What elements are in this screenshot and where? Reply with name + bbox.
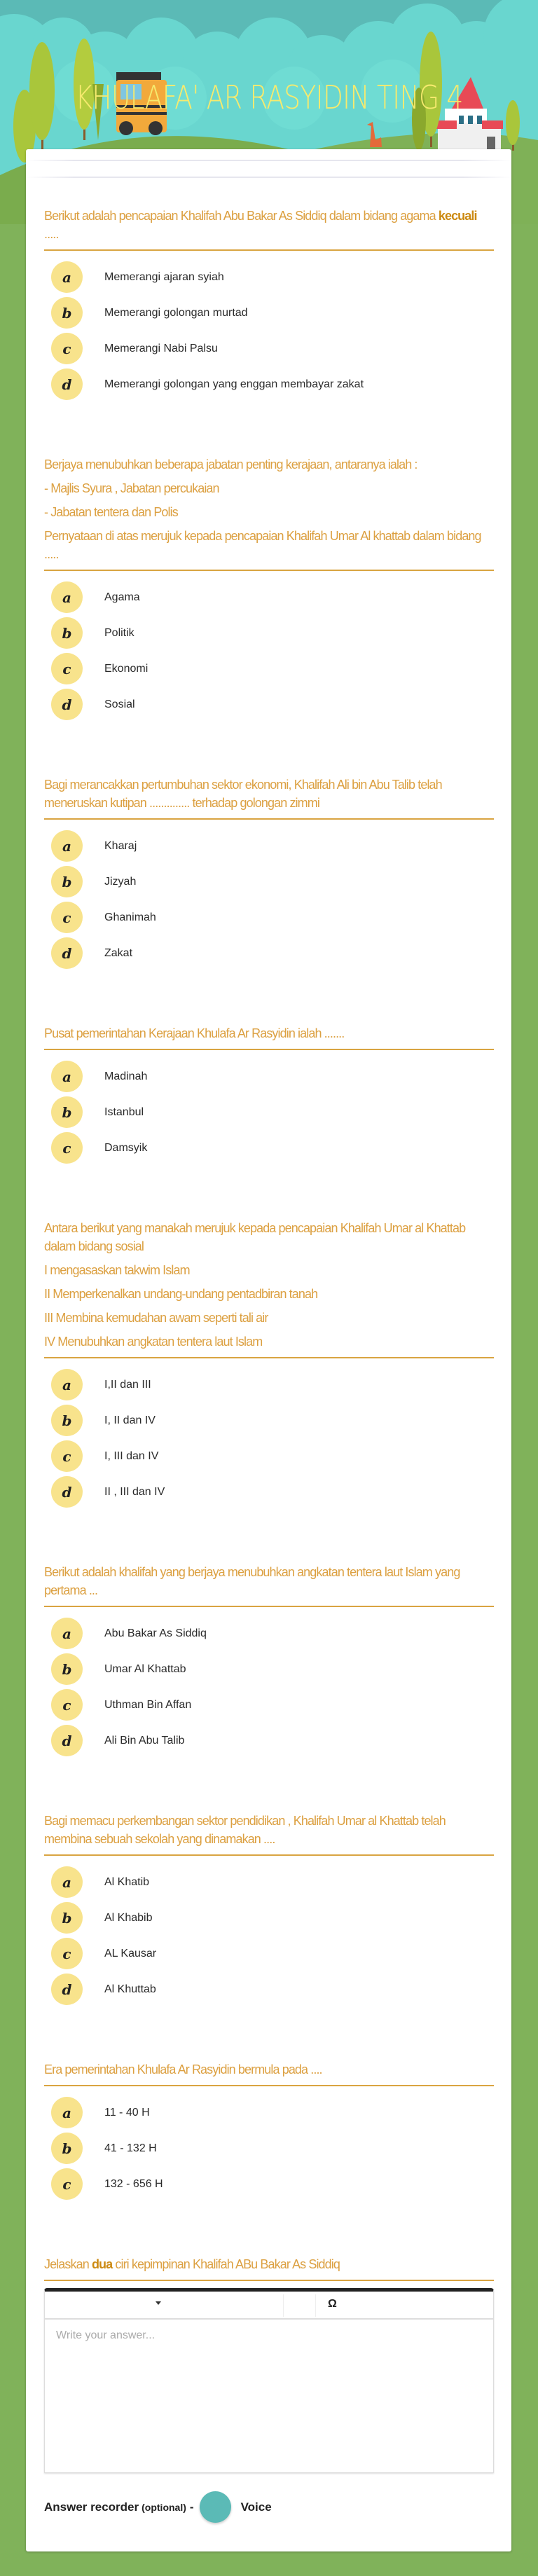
question-text-segment: ciri kepimpinan Khalifah ABu Bakar As Siddiq — [112, 2257, 340, 2271]
option-label: Politik — [104, 626, 134, 639]
option-label: Al Khabib — [104, 1911, 153, 1924]
option-letter-badge: d — [51, 937, 83, 969]
question-5 — [44, 1219, 494, 1510]
option-label: 41 - 132 H — [104, 2142, 157, 2154]
answer-option-c[interactable] — [44, 900, 494, 935]
option-label: II , III dan IV — [104, 1485, 165, 1498]
answer-option-d[interactable] — [44, 1723, 494, 1758]
special-character-button[interactable]: Ω — [328, 2298, 337, 2310]
answer-option-d[interactable] — [44, 1971, 494, 2007]
answer-option-d[interactable] — [44, 687, 494, 722]
option-letter-badge: c — [51, 1132, 83, 1164]
question-paragraph — [44, 1309, 494, 1327]
option-letter-badge: b — [51, 617, 83, 649]
option-letter-badge: a — [51, 1618, 83, 1649]
answer-input[interactable] — [45, 2320, 493, 2472]
option-label: Damsyik — [104, 1141, 148, 1154]
divider — [26, 160, 511, 161]
toolbar-divider — [283, 2294, 284, 2317]
answer-option-c[interactable] — [44, 331, 494, 366]
question-paragraph — [44, 1332, 494, 1351]
option-letter-badge: a — [51, 1866, 83, 1898]
option-letter-badge: b — [51, 1902, 83, 1934]
answer-option-a[interactable] — [44, 1864, 494, 1900]
question-text-segment: Antara berikut yang manakah merujuk kepada pencapaian Khalifah Umar al Khattab dalam bidang sosial — [44, 1221, 466, 1253]
option-letter-badge: c — [51, 333, 83, 364]
option-label: I, II dan IV — [104, 1414, 156, 1426]
question-text-segment: Era pemerintahan Khulafa Ar Rasyidin bermula pada .... — [44, 2062, 322, 2076]
answer-option-b[interactable] — [44, 2130, 494, 2166]
question-text — [44, 2255, 494, 2281]
answer-option-b[interactable] — [44, 864, 494, 900]
question-text-segment: ..... — [44, 227, 59, 241]
answer-options — [44, 2095, 494, 2202]
option-letter-badge: b — [51, 297, 83, 329]
question-paragraph — [44, 1024, 494, 1042]
option-label: Madinah — [104, 1070, 148, 1082]
option-label: Agama — [104, 591, 140, 603]
question-text — [44, 1024, 494, 1050]
answer-recorder — [44, 2491, 494, 2523]
question-3 — [44, 776, 494, 971]
option-label: Uthman Bin Affan — [104, 1698, 192, 1711]
option-letter-badge: d — [51, 369, 83, 400]
toolbar-divider — [315, 2294, 316, 2317]
question-paragraph — [44, 527, 494, 563]
question-8 — [44, 2060, 494, 2202]
question-paragraph — [44, 1285, 494, 1303]
question-text-segment: I mengasaskan takwim Islam — [44, 1263, 190, 1277]
question-list — [44, 207, 494, 2576]
option-letter-badge: d — [51, 1725, 83, 1756]
answer-option-b[interactable] — [44, 1094, 494, 1130]
option-letter-badge: a — [51, 1061, 83, 1092]
question-4 — [44, 1024, 494, 1166]
rich-text-editor — [44, 2288, 494, 2473]
option-letter-badge: a — [51, 581, 83, 613]
question-text — [44, 2060, 494, 2086]
option-label: Zakat — [104, 946, 133, 959]
question-6 — [44, 1563, 494, 1758]
answer-options — [44, 259, 494, 402]
question-text — [44, 1219, 494, 1358]
option-letter-badge: d — [51, 1476, 83, 1508]
question-paragraph — [44, 455, 494, 474]
option-letter-badge: b — [51, 2133, 83, 2164]
option-letter-badge: c — [51, 2168, 83, 2200]
question-text — [44, 776, 494, 820]
option-label: Memerangi ajaran syiah — [104, 270, 224, 283]
answer-option-b[interactable] — [44, 295, 494, 331]
answer-option-c[interactable] — [44, 1687, 494, 1723]
divider — [26, 177, 511, 178]
answer-option-a[interactable] — [44, 1059, 494, 1094]
option-letter-badge: c — [51, 1440, 83, 1472]
question-emphasis: dua — [91, 2257, 113, 2271]
option-label: 11 - 40 H — [104, 2106, 150, 2119]
option-label: I, III dan IV — [104, 1449, 159, 1462]
answer-option-b[interactable] — [44, 615, 494, 651]
question-text — [44, 207, 494, 251]
answer-option-c[interactable] — [44, 651, 494, 687]
option-label: I,II dan III — [104, 1378, 151, 1391]
question-text-segment: Bagi memacu perkembangan sektor pendidikan , Khalifah Umar al Khattab telah membina sebuah sekolah yang dinamakan .... — [44, 1814, 446, 1846]
option-label: Abu Bakar As Siddiq — [104, 1627, 207, 1639]
question-paragraph — [44, 776, 494, 812]
question-text-segment: Bagi merancakkan pertumbuhan sektor ekonomi, Khalifah Ali bin Abu Talib telah meneruskan kutipan .............. terhadap golongan zimmi — [44, 778, 442, 810]
option-label: Sosial — [104, 698, 135, 710]
answer-option-b[interactable] — [44, 1900, 494, 1936]
option-letter-badge: a — [51, 261, 83, 293]
question-text — [44, 1812, 494, 1856]
option-letter-badge: d — [51, 689, 83, 720]
question-text-segment: Jelaskan — [44, 2257, 92, 2271]
option-letter-badge: b — [51, 1096, 83, 1128]
question-text-segment: Berjaya menubuhkan beberapa jabatan penting kerajaan, antaranya ialah : — [44, 457, 418, 471]
question-paragraph — [44, 1563, 494, 1599]
question-7 — [44, 1812, 494, 2007]
voice-label: Voice — [240, 2500, 272, 2514]
page-title: KHULAFA' AR RASYIDIN TING 4 — [75, 78, 463, 116]
question-text-segment: II Memperkenalkan undang-undang pentadbiran tanah — [44, 1287, 318, 1301]
question-paragraph — [44, 1261, 494, 1279]
answer-option-b[interactable] — [44, 1651, 494, 1687]
answer-option-d[interactable] — [44, 366, 494, 402]
question-text-segment: Berikut adalah pencapaian Khalifah Abu Bakar As Siddiq dalam bidang agama — [44, 209, 439, 223]
answer-options — [44, 1059, 494, 1166]
answer-options — [44, 1616, 494, 1758]
option-label: 132 - 656 H — [104, 2177, 163, 2190]
answer-option-d[interactable] — [44, 935, 494, 971]
question-paragraph — [44, 207, 494, 243]
option-letter-badge: d — [51, 1974, 83, 2005]
answer-options — [44, 1864, 494, 2007]
option-label: Umar Al Khattab — [104, 1662, 186, 1675]
answer-option-a[interactable] — [44, 259, 494, 295]
question-1 — [44, 207, 494, 402]
option-letter-badge: a — [51, 2097, 83, 2128]
answer-option-d[interactable] — [44, 1474, 494, 1510]
option-letter-badge: c — [51, 1689, 83, 1721]
answer-option-a[interactable] — [44, 828, 494, 864]
option-letter-badge: b — [51, 1653, 83, 1685]
question-text — [44, 1563, 494, 1607]
question-paragraph — [44, 503, 494, 521]
option-letter-badge: a — [51, 830, 83, 862]
option-letter-badge: c — [51, 1938, 83, 1969]
question-paragraph — [44, 2060, 494, 2079]
question-text-segment: Pernyataan di atas merujuk kepada pencapaian Khalifah Umar Al khattab dalam bidang ..... — [44, 529, 481, 561]
question-text-segment: IV Menubuhkan angkatan tentera laut Islam — [44, 1335, 263, 1349]
editor-toolbar — [45, 2292, 493, 2320]
option-letter-badge: b — [51, 866, 83, 897]
answer-option-a[interactable] — [44, 2095, 494, 2130]
worksheet-card — [26, 149, 511, 2551]
option-letter-badge: c — [51, 902, 83, 933]
option-label: AL Kausar — [104, 1947, 157, 1959]
question-text-segment: III Membina kemudahan awam seperti tali air — [44, 1311, 268, 1325]
option-label: Istanbul — [104, 1106, 144, 1118]
answer-option-c[interactable] — [44, 1130, 494, 1166]
option-label: Al Khatib — [104, 1875, 150, 1888]
option-letter-badge: a — [51, 1369, 83, 1400]
option-label: Kharaj — [104, 839, 137, 852]
answer-option-a[interactable] — [44, 1616, 494, 1651]
answer-options — [44, 1367, 494, 1510]
recorder-label: Answer recorder — [44, 2500, 139, 2514]
question-text-segment: - Majlis Syura , Jabatan percukaian — [44, 481, 219, 495]
option-letter-badge: b — [51, 1405, 83, 1436]
answer-option-b[interactable] — [44, 1403, 494, 1438]
option-label: Memerangi golongan murtad — [104, 306, 248, 319]
format-dropdown-caret-icon[interactable] — [156, 2301, 161, 2305]
answer-option-a[interactable] — [44, 1367, 494, 1403]
question-paragraph — [44, 1219, 494, 1255]
question-emphasis: kecuali — [438, 209, 477, 223]
question-2 — [44, 455, 494, 722]
recorder-optional-label: (optional) — [142, 2501, 186, 2513]
option-label: Memerangi Nabi Palsu — [104, 342, 218, 354]
question-text — [44, 455, 494, 571]
option-label: Jizyah — [104, 875, 137, 888]
option-label: Ghanimah — [104, 911, 156, 923]
option-label: Ali Bin Abu Talib — [104, 1734, 185, 1747]
answer-options — [44, 579, 494, 722]
record-button[interactable] — [200, 2491, 231, 2523]
question-paragraph — [44, 1812, 494, 1848]
answer-option-a[interactable] — [44, 579, 494, 615]
option-label: Memerangi golongan yang enggan membayar zakat — [104, 378, 364, 390]
question-text-segment: - Jabatan tentera dan Polis — [44, 505, 178, 519]
answer-option-c[interactable] — [44, 2166, 494, 2202]
question-text-segment: Berikut adalah khalifah yang berjaya menubuhkan angkatan tentera laut Islam yang pertama ... — [44, 1565, 460, 1597]
option-label: Ekonomi — [104, 662, 149, 675]
option-label: Al Khuttab — [104, 1983, 156, 1995]
answer-option-c[interactable] — [44, 1438, 494, 1474]
question-paragraph — [44, 2255, 494, 2273]
question-paragraph — [44, 479, 494, 497]
answer-option-c[interactable] — [44, 1936, 494, 1971]
answer-options — [44, 828, 494, 971]
open-question — [44, 2255, 494, 2523]
question-text-segment: Pusat pemerintahan Kerajaan Khulafa Ar Rasyidin ialah ....... — [44, 1026, 345, 1040]
option-letter-badge: c — [51, 653, 83, 684]
recorder-dash: - — [189, 2500, 194, 2514]
